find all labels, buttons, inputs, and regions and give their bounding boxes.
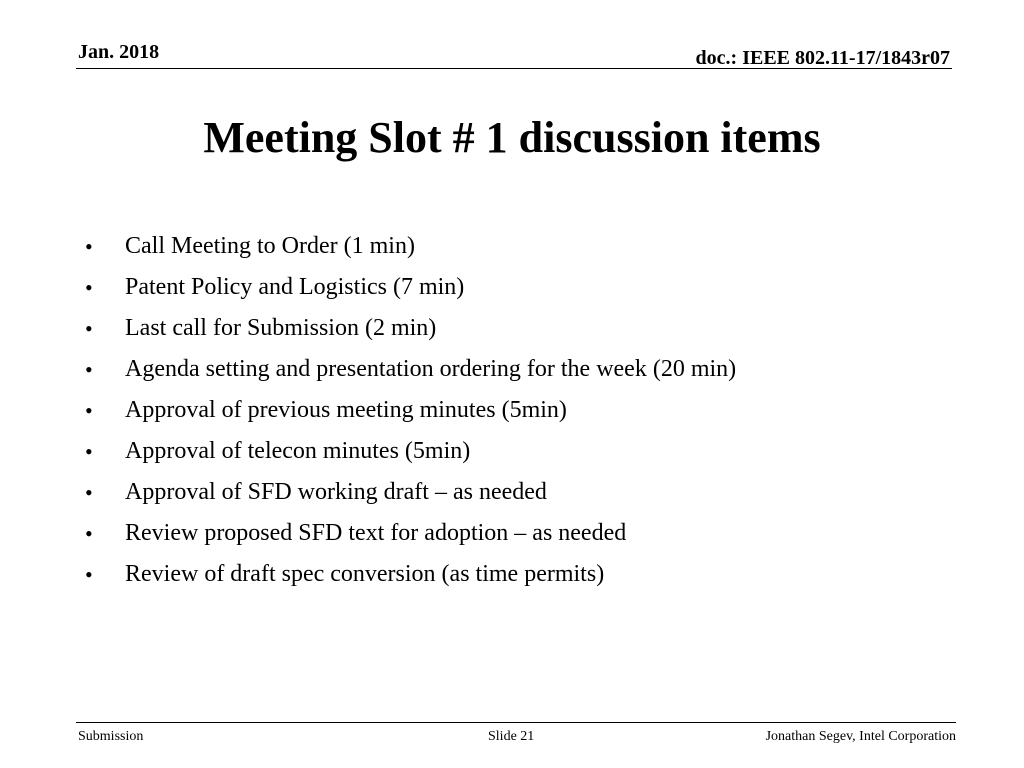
bullet-text: Agenda setting and presentation ordering for the week (20 min) bbox=[125, 356, 737, 382]
bullet-item bbox=[85, 349, 945, 390]
bullet-icon: • bbox=[85, 275, 93, 300]
bullet-text: Call Meeting to Order (1 min) bbox=[125, 233, 415, 259]
bullet-icon: • bbox=[85, 357, 93, 382]
bullet-text: Patent Policy and Logistics (7 min) bbox=[125, 274, 465, 300]
bullet-item bbox=[85, 308, 945, 349]
bullet-icon: • bbox=[85, 398, 93, 423]
bullet-text: Approval of telecon minutes (5min) bbox=[125, 438, 471, 464]
bullet-list bbox=[85, 226, 945, 595]
bullet-icon: • bbox=[85, 234, 93, 259]
bullet-item bbox=[85, 390, 945, 431]
bullet-item bbox=[85, 513, 945, 554]
bullet-item bbox=[85, 431, 945, 472]
footer-author: Jonathan Segev, Intel Corporation bbox=[765, 729, 956, 744]
bullet-text: Last call for Submission (2 min) bbox=[125, 315, 437, 341]
header-doc-id: doc.: IEEE 802.11-17/1843r07 bbox=[695, 47, 950, 69]
bullet-text: Approval of SFD working draft – as needed bbox=[125, 479, 547, 505]
footer-slide-number: Slide 21 bbox=[488, 729, 535, 744]
bullet-icon: • bbox=[85, 439, 93, 464]
bullet-item bbox=[85, 554, 945, 595]
bullet-item bbox=[85, 472, 945, 513]
bullet-icon: • bbox=[85, 480, 93, 505]
footer-divider bbox=[76, 722, 956, 723]
header-date: Jan. 2018 bbox=[78, 41, 160, 63]
bullet-text: Approval of previous meeting minutes (5min) bbox=[125, 397, 567, 423]
bullet-text: Review proposed SFD text for adoption – as needed bbox=[125, 520, 627, 546]
bullet-icon: • bbox=[85, 562, 93, 587]
bullet-icon: • bbox=[85, 316, 93, 341]
header-divider bbox=[76, 68, 952, 69]
footer-submission: Submission bbox=[78, 729, 144, 744]
bullet-text: Review of draft spec conversion (as time permits) bbox=[125, 561, 605, 587]
bullet-icon: • bbox=[85, 521, 93, 546]
bullet-item bbox=[85, 267, 945, 308]
bullet-item bbox=[85, 226, 945, 267]
slide-title: Meeting Slot # 1 discussion items bbox=[203, 113, 821, 162]
